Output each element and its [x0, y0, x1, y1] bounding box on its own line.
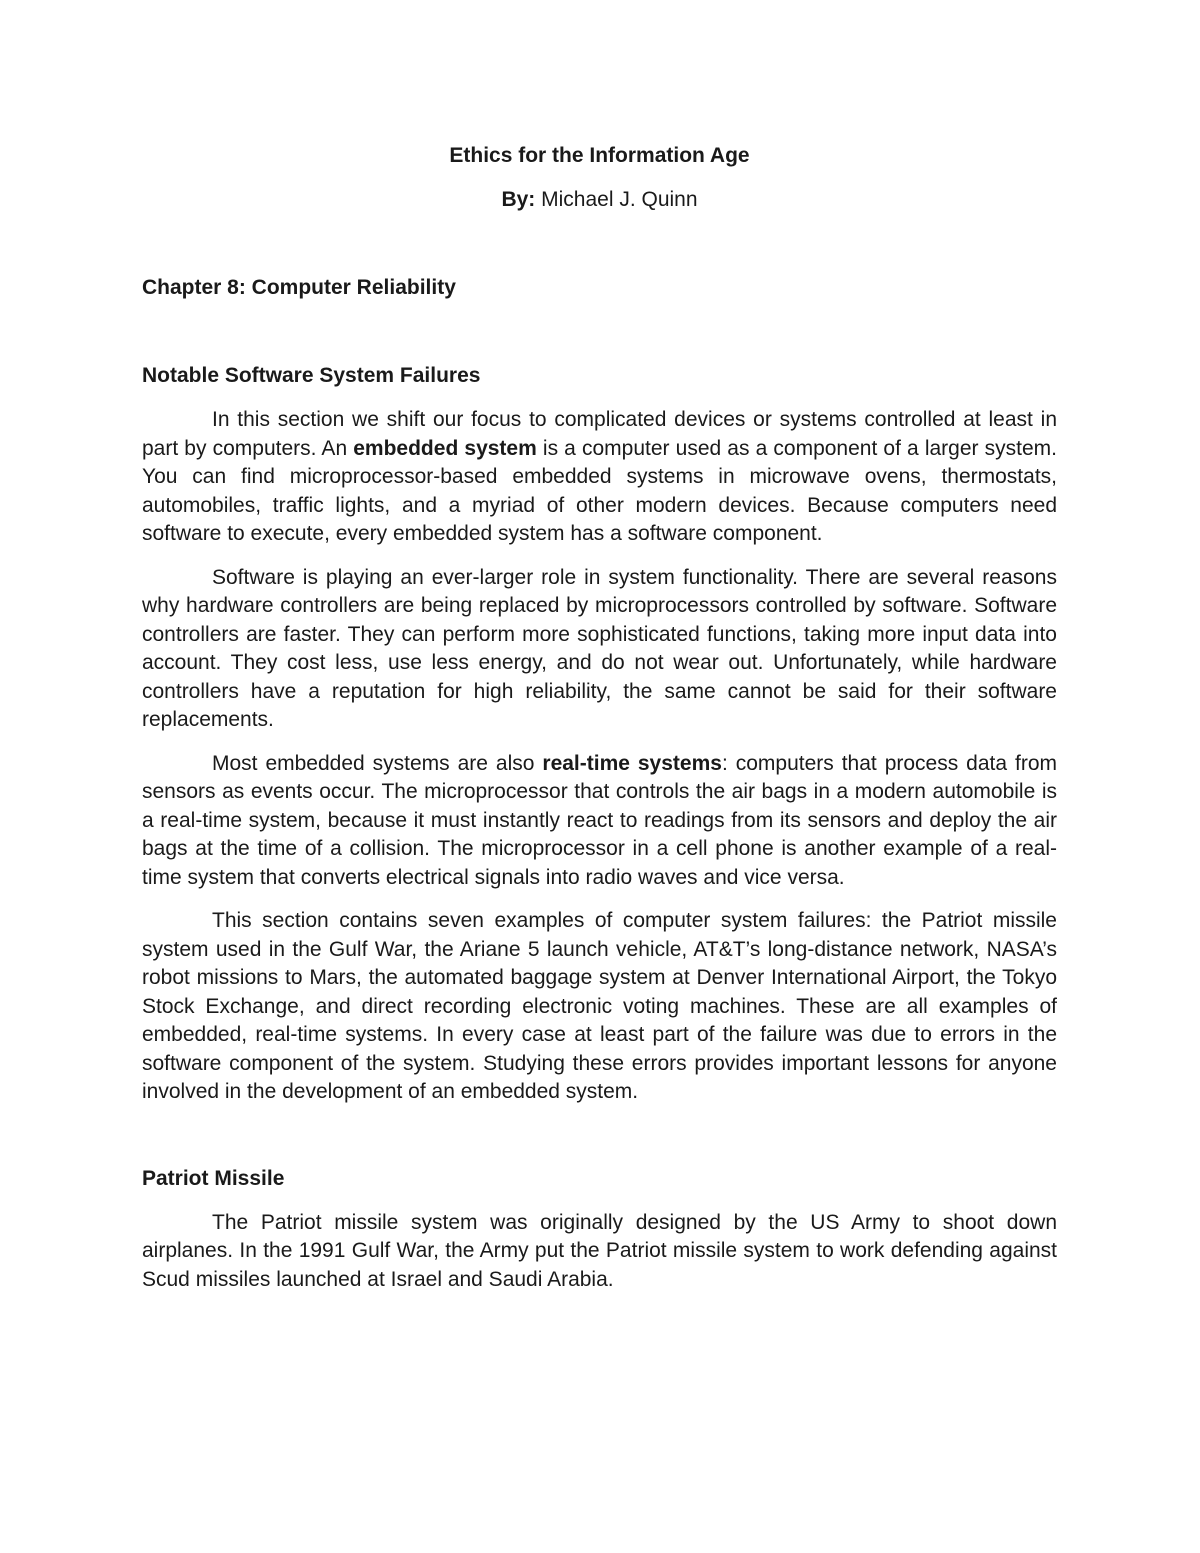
term-embedded-system: embedded system [353, 436, 537, 460]
paragraph-seven-examples: This section contains seven examples of computer system failures: the Patriot missile system used in the Gulf War, the Ariane 5 launch vehicle, AT&T’s long-distance network, NASA’s robot missions to Mars, the automated baggage system at Denver International Airport, the Tokyo Stock Exchange, and direct recording electronic voting machines. These are all examples of embedded, real-time systems. In every case at least part of the failure was due to errors in the software component of the system. Studying these errors provides important lessons for anyone involved in the development of an embedded system. [142, 909, 1057, 1103]
document-title: Ethics for the Information Age [449, 144, 750, 167]
paragraph-text: is a computer used as a component of a larger system. You can find microprocessor-based embedded systems in microwave ovens, thermostats, automobiles, traffic lights, and a myriad of other modern devices. Because computers need software to execute, every embedded system has a software component. [142, 436, 1057, 545]
paragraph-text: Most embedded systems are also [212, 751, 543, 775]
byline-author: Michael J. Quinn [535, 188, 698, 211]
document-content [142, 140, 1057, 1294]
paragraph-text: : computers that process data from sensors as events occur. The microprocessor that controls the air bags in a modern automobile is a real-time system, because it must instantly react to readings from its sensors and deploy the air bags at the time of a collision. The microprocessor in a cell phone is another example of a real-time system that converts electrical signals into radio waves and vice versa. [142, 751, 1058, 889]
paragraph-real-time-systems [142, 750, 1057, 893]
byline-label: By: [501, 188, 536, 211]
section-heading-patriot-missile: Patriot Missile [142, 1166, 285, 1190]
byline [142, 184, 1057, 216]
paragraph-embedded-systems [142, 406, 1057, 549]
paragraph-patriot-missile: The Patriot missile system was originally designed by the US Army to shoot down airplanes. In the 1991 Gulf War, the Army put the Patriot missile system to work defending against Scud missiles launched at Israel and Saudi Arabia. [142, 1210, 1057, 1291]
paragraph-software-role: Software is playing an ever-larger role in system functionality. There are several reasons why hardware controllers are being replaced by microprocessors controlled by software. Software controllers are faster. They can perform more sophisticated functions, taking more input data into account. They cost less, use less energy, and do not wear out. Unfortunately, while hardware controllers have a reputation for high reliability, the same cannot be said for their software replacements. [142, 565, 1057, 731]
section-heading-notable-failures: Notable Software System Failures [142, 364, 481, 387]
chapter-heading: Chapter 8: Computer Reliability [142, 276, 456, 299]
term-real-time-systems: real-time systems [542, 751, 722, 775]
paragraph-text: In this section we shift our focus to complicated devices or systems controlled at least in part by computers. An [142, 408, 1057, 460]
